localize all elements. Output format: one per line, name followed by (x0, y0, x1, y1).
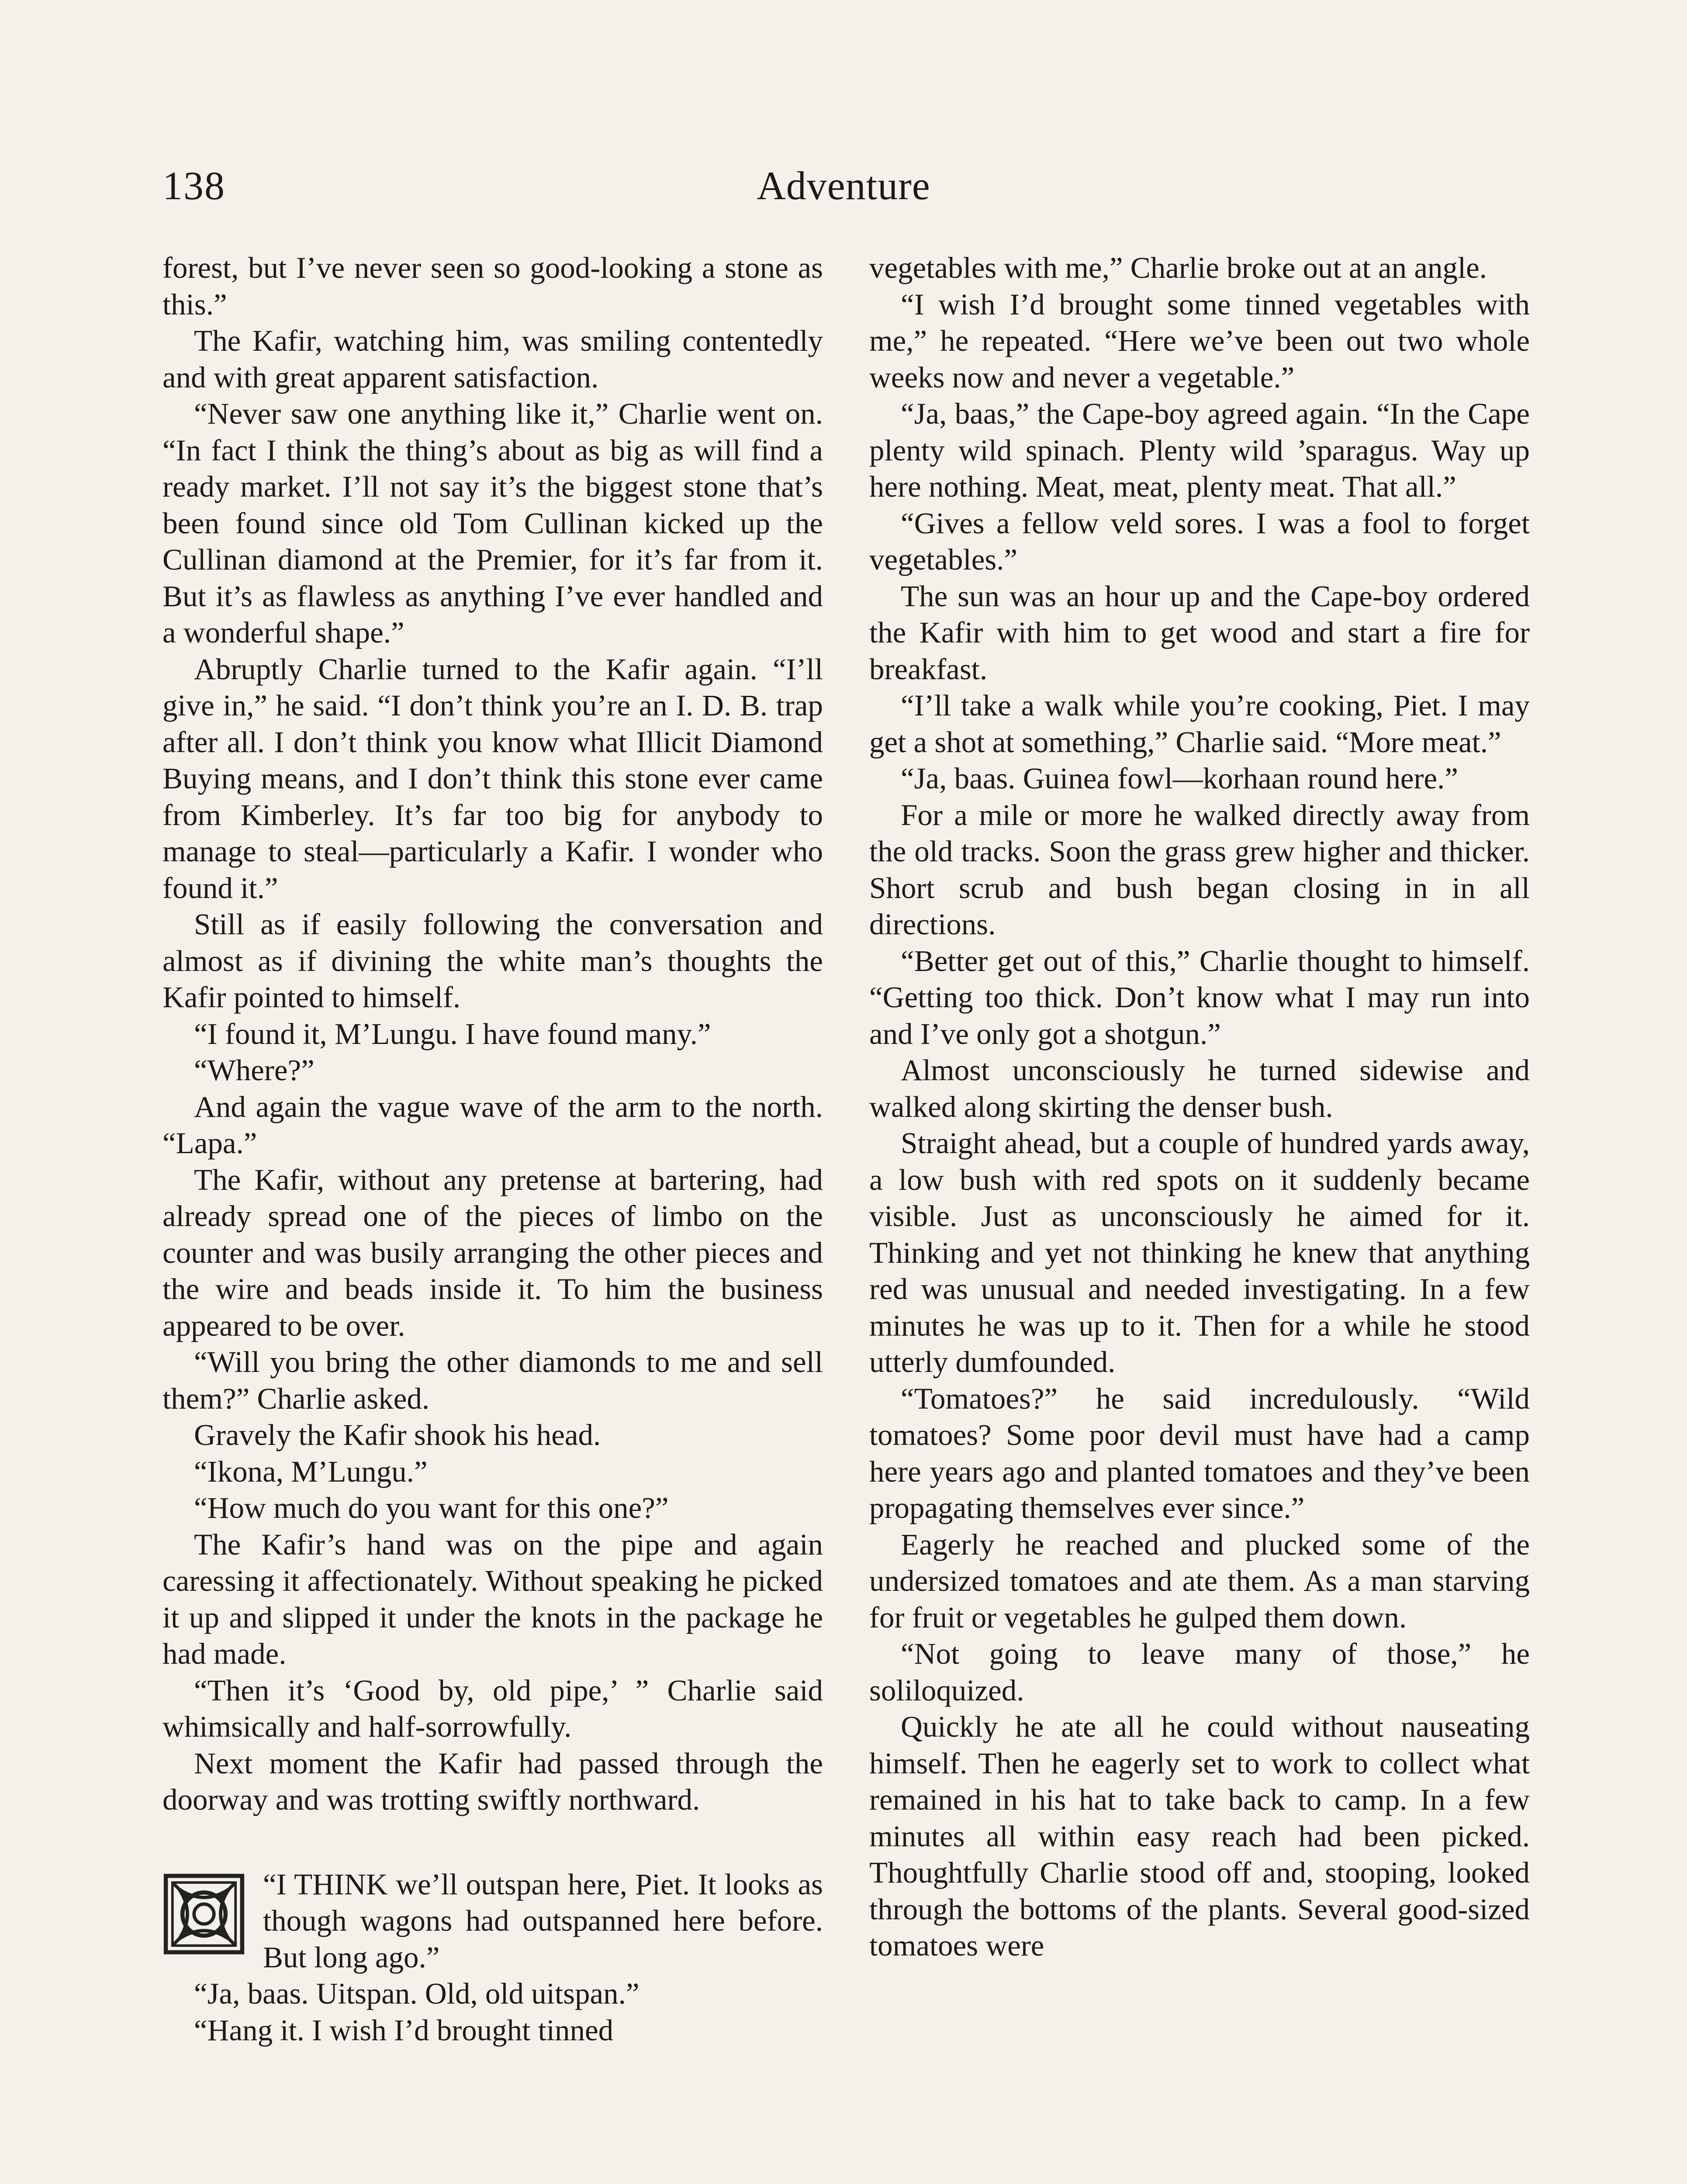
paragraph: “Not going to leave many of those,” he soliloquized. (869, 1637, 1530, 1707)
paragraph: Eagerly he reached and plucked some of the undersized tomatoes and ate them. As a man starving for fruit or vegetables he gulped them down. (869, 1527, 1530, 1634)
paragraph: The Kafir, without any pretense at bartering, had already spread one of the pieces of limbo on the counter and was busily arranging the other pieces and the wire and beads inside it. To him the business appeared to be over. (162, 1163, 823, 1342)
paragraph: “I’ll take a walk while you’re cooking, Piet. I may get a shot at something,” Charlie said. “More meat.” (869, 689, 1530, 759)
page-header (162, 153, 1525, 218)
paragraph: Still as if easily following the conversation and almost as if divining the white man’s thoughts the Kafir pointed to himself. (162, 908, 823, 1014)
left-column (162, 250, 823, 2049)
paragraph: “I wish I’d brought some tinned vegetables with me,” he repeated. “Here we’ve been out two whole weeks now and never a vegetable.” (869, 287, 1530, 394)
running-title: Adventure (757, 163, 930, 208)
paragraph: Gravely the Kafir shook his head. (194, 1418, 601, 1451)
paragraph: “Better get out of this,” Charlie thought to himself. “Getting too thick. Don’t know what I may run into and I’ve only got a shotgun.” (869, 944, 1530, 1051)
paragraph: The Kafir, watching him, was smiling contentedly and with great apparent satisfaction. (162, 324, 823, 394)
section-opening-paragraph (162, 1866, 823, 1976)
paragraph: Next moment the Kafir had passed through the doorway and was trotting swiftly northward. (162, 1746, 823, 1816)
celtic-knot-ornament-icon (162, 1873, 245, 1956)
paragraph: “Will you bring the other diamonds to me and sell them?” Charlie asked. (162, 1345, 823, 1415)
paragraph: forest, but I’ve never seen so good-looking a stone as this.” (162, 251, 823, 321)
paragraph: Almost unconsciously he turned sidewise and walked along skirting the denser bush. (869, 1054, 1530, 1123)
paragraph: Quickly he ate all he could without nauseating himself. Then he eagerly set to work to collect what remained in his hat to take back to camp. In a few minutes all within easy reach had been picked. Thoughtfully Charlie stood off and, stooping, looked through the bottoms of the plants. Several good-sized tomatoes were (869, 1710, 1530, 1962)
paragraph: “Then it’s ‘Good by, old pipe,’ ” Charlie said whimsically and half-sorrowfully. (162, 1673, 823, 1743)
paragraph: Abruptly Charlie turned to the Kafir again. “I’ll give in,” he said. “I don’t think you’re an I. D. B. trap after all. I don’t think you know what Illicit Diamond Buying means, and I don’t think this stone ever came from Kimberley. It’s far too big for anybody to manage to steal—particularly a Kafir. I wonder who found it.” (162, 652, 823, 905)
paragraph: For a mile or more he walked directly away from the old tracks. Soon the grass grew higher and thicker. Short scrub and bush began closing in in all directions. (869, 798, 1530, 941)
paragraph: “Ja, baas. Guinea fowl—korhaan round here.” (901, 762, 1458, 795)
paragraph: vegetables with me,” Charlie broke out at an angle. (869, 251, 1487, 284)
paragraph: And again the vague wave of the arm to the north. “Lapa.” (162, 1090, 823, 1160)
paragraph: “Hang it. I wish I’d brought tinned (194, 2013, 614, 2047)
paragraph: “Ikona, M’Lungu.” (194, 1455, 428, 1488)
right-column (869, 250, 1530, 1964)
paragraph-text: “I THINK we’ll outspan here, Piet. It looks as though wagons had outspanned here before. But long ago.” (263, 1867, 823, 1974)
paragraph: “How much do you want for this one?” (194, 1491, 669, 1524)
paragraph: “Tomatoes?” he said incredulously. “Wild tomatoes? Some poor devil must have had a camp here years ago and planted tomatoes and they’ve been propagating themselves ever since.” (869, 1382, 1530, 1524)
paragraph: Straight ahead, but a couple of hundred yards away, a low bush with red spots on it suddenly became visible. Just as unconsciously he aimed for it. Thinking and yet not thinking he knew that anything red was unusual and needed investigating. In a few minutes he was up to it. Then for a while he stood utterly dumfounded. (869, 1127, 1530, 1379)
paragraph: The Kafir’s hand was on the pipe and again caressing it affectionately. Without speaking he picked it up and slipped it under the knots in the package he had made. (162, 1527, 823, 1670)
paragraph: “Gives a fellow veld sores. I was a fool to forget vegetables.” (869, 506, 1530, 576)
paragraph: “Never saw one anything like it,” Charlie went on. “In fact I think the thing’s about as big as will find a ready market. I’ll not say it’s the biggest stone that’s been found since old Tom Cullinan kicked up the Cullinan diamond at the Premier, for it’s far from it. But it’s as flawless as anything I’ve ever handled and a wonderful shape.” (162, 397, 823, 649)
paragraph: The sun was an hour up and the Cape-boy ordered the Kafir with him to get wood and start a fire for breakfast. (869, 579, 1530, 686)
page-number: 138 (162, 163, 225, 208)
paragraph: “Ja, baas,” the Cape-boy agreed again. “In the Cape plenty wild spinach. Plenty wild ’sparagus. Way up here nothing. Meat, meat, plenty meat. That all.” (869, 397, 1530, 503)
paragraph: “Ja, baas. Uitspan. Old, old uitspan.” (194, 1977, 640, 2010)
paragraph: “I found it, M’Lungu. I have found many.” (194, 1017, 711, 1051)
section-break-block (162, 1866, 823, 1976)
paragraph: “Where?” (194, 1054, 315, 1087)
